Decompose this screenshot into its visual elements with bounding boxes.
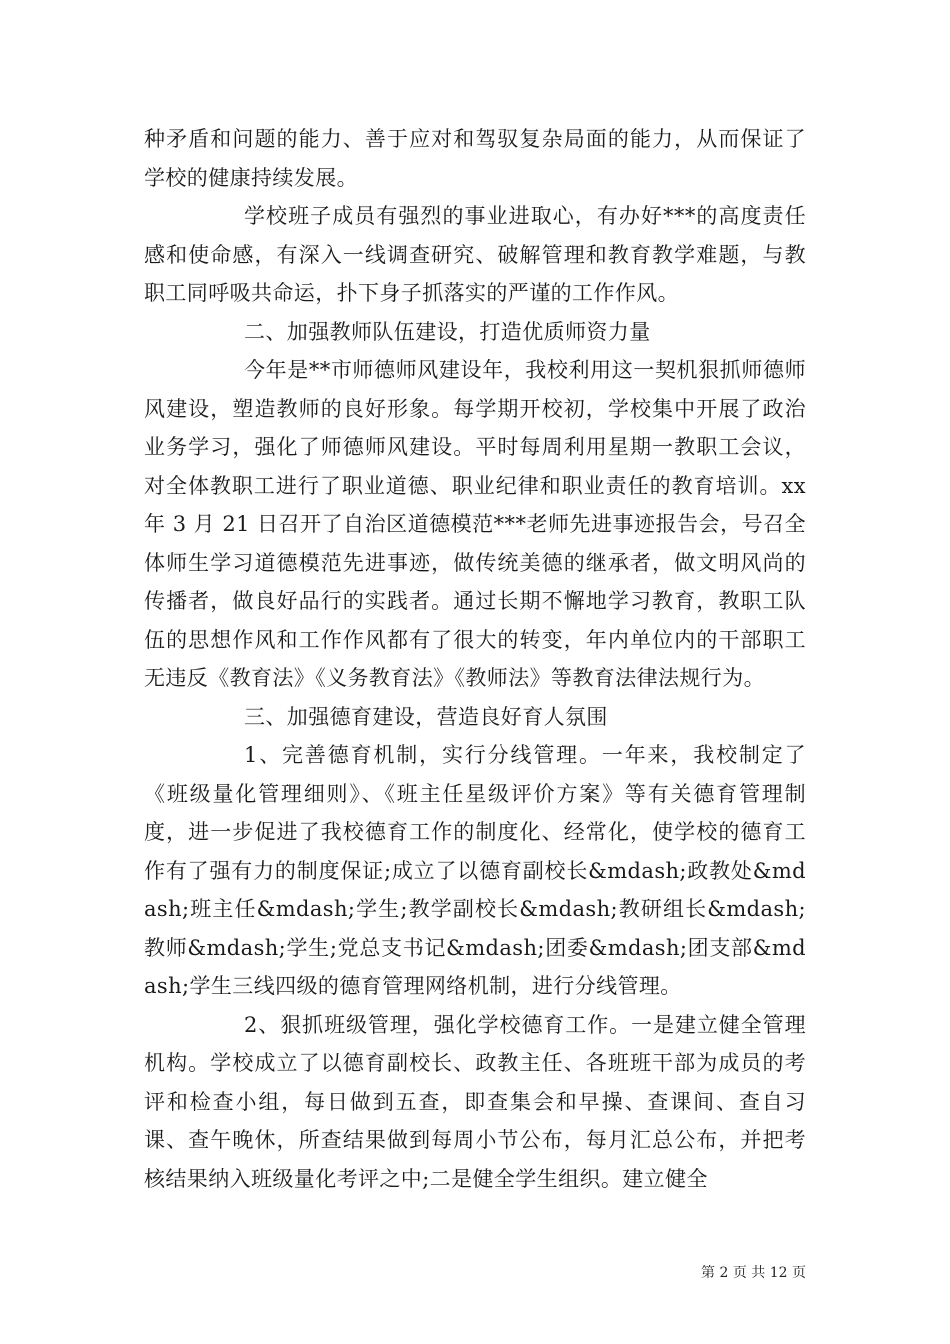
paragraph-class-management: 2、狠抓班级管理，强化学校德育工作。一是建立健全管理机构。学校成立了以德育副校长、政教主任、各班班干部为成员的考评和检查小组，每日做到五查，即查集会和早操、查课间、查自习课、查午晚休，所查结果做到每周小节公布，每月汇总公布，并把考核结果纳入班级量化考评之中;二是健全学生组织。建立健全 (144, 1012, 806, 1191)
page-number-footer: 第 2 页 共 12 页 (701, 1265, 806, 1281)
paragraph-leadership: 学校班子成员有强烈的事业进取心，有办好***的高度责任感和使命感，有深入一线调查研究、破解管理和教育教学难题，与教职工同呼吸共命运，扑下身子抓落实的严谨的工作作风。 (144, 204, 806, 305)
section-heading-moral-education: 三、加强德育建设，营造良好育人氛围 (244, 704, 608, 729)
paragraph-teacher-ethics: 今年是**市师德师风建设年，我校利用这一契机狠抓师德师风建设，塑造教师的良好形象。每学期开校初，学校集中开展了政治业务学习，强化了师德师风建设。平时每周利用星期一教职工会议，对全体教职工进行了职业道德、职业纪律和职业责任的教育培训。xx 年 3 月 21 日召开了自治区道德模范***老师先进事迹报告会，号召全体师生学习道德模范先进事迹，做传统美德的继承者，做文明风尚的传播者，做良好品行的实践者。通过长期不懈地学习教育，教职工队伍的思想作风和工作作风都有了很大的转变，年内单位内的干部职工无违反《教育法》《义务教育法》《教师法》等教育法律法规行为。 (144, 358, 806, 690)
paragraph-continuation: 种矛盾和问题的能力、善于应对和驾驭复杂局面的能力，从而保证了学校的健康持续发展。 (144, 127, 806, 190)
document-body (144, 120, 806, 1198)
section-heading-teachers: 二、加强教师队伍建设，打造优质师资力量 (244, 319, 651, 344)
paragraph-moral-mechanism: 1、完善德育机制，实行分线管理。一年来，我校制定了《班级量化管理细则》、《班主任星级评价方案》等有关德育管理制度，进一步促进了我校德育工作的制度化、经常化，使学校的德育工作有了强有力的制度保证;成立了以德育副校长&mdash;政教处&mdash;班主任&mdash;学生;教学副校长&mdash;教研组长&mdash;教师&mdash;学生;党总支书记&mdash;团委&mdash;团支部&mdash;学生三线四级的德育管理网络机制，进行分线管理。 (144, 743, 806, 998)
